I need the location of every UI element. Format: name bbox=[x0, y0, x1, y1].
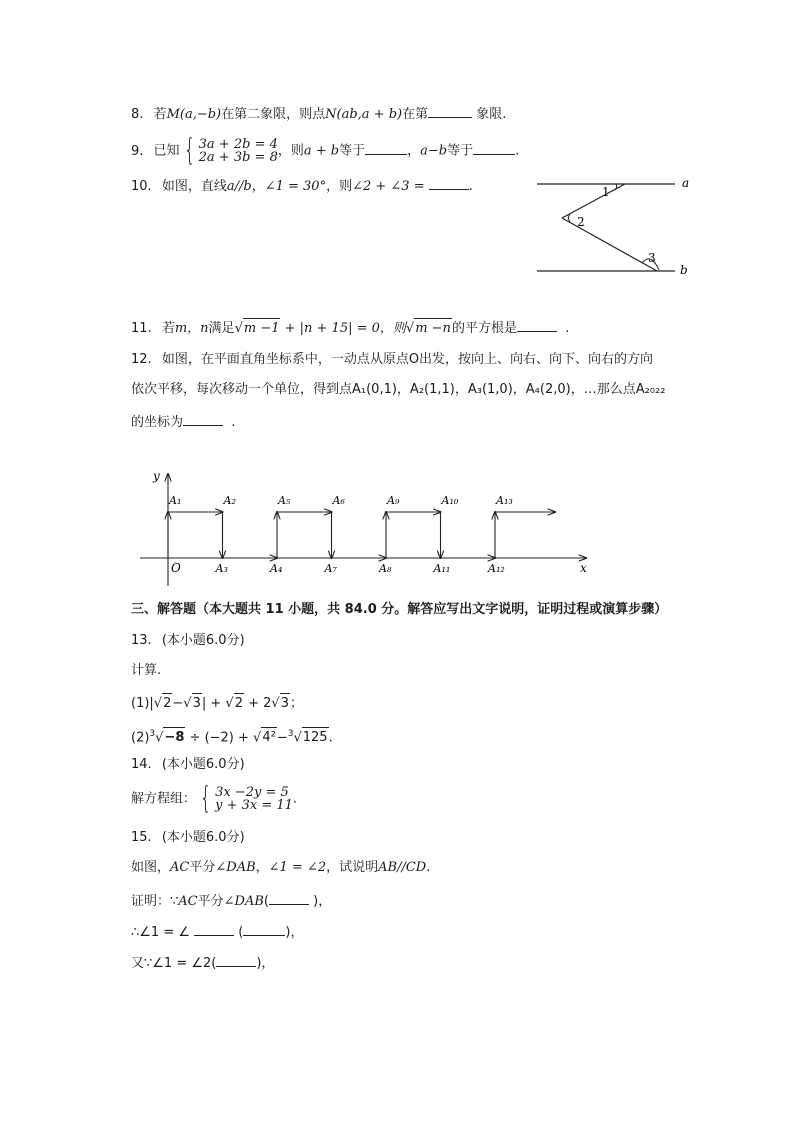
q12-text-line-3: 的坐标为 bbox=[131, 415, 184, 430]
q14-equation-system: { 3x −2y = 5 y + 3x = 11 bbox=[199, 781, 293, 816]
question-14 bbox=[131, 755, 245, 775]
question-12-line-2 bbox=[131, 380, 665, 400]
point-label: A₈ bbox=[379, 562, 392, 575]
q12-text: . bbox=[231, 415, 236, 430]
label-3: 3 bbox=[648, 251, 656, 265]
q13-p1-text: − bbox=[172, 696, 184, 711]
q10-text: 如图，直线 bbox=[161, 179, 227, 194]
q14-body bbox=[131, 781, 298, 816]
q8-text: 若 bbox=[153, 107, 167, 122]
point-label: A₃ bbox=[215, 562, 228, 575]
point-label: A₁ bbox=[169, 494, 182, 507]
radical-sign: √ bbox=[271, 696, 280, 711]
q15-proof-line-3 bbox=[131, 952, 274, 974]
point-labels bbox=[168, 494, 513, 575]
q14-end: . bbox=[292, 791, 298, 807]
q11-expr: + |n + 15| = 0，则 bbox=[280, 321, 406, 336]
q15-text: )， bbox=[313, 894, 332, 909]
q9-eq1: 3a + 2b = 4 bbox=[198, 137, 278, 152]
q13-p2-radicand: 4² bbox=[261, 727, 276, 748]
q15-math: ∠DAB bbox=[223, 894, 264, 909]
question-9 bbox=[131, 133, 520, 168]
radical-sign: √ bbox=[225, 696, 234, 711]
q9-text: 已知 bbox=[153, 143, 180, 159]
q8-answer-blank[interactable] bbox=[428, 103, 472, 118]
radical-sign: √ bbox=[153, 696, 163, 711]
q13-p2-text: (2) bbox=[131, 730, 150, 746]
q13-p1-radicand: 3 bbox=[192, 693, 202, 714]
q13-part-1 bbox=[131, 693, 303, 714]
q13-p1-text: ； bbox=[290, 696, 304, 711]
radical-sign: √ bbox=[253, 730, 262, 746]
q15-math: AB//CD bbox=[378, 860, 427, 875]
q11-number: 11. bbox=[131, 321, 152, 336]
label-1: 1 bbox=[602, 185, 610, 199]
q13-p1-text: | + bbox=[201, 696, 226, 711]
q14-number: 14. bbox=[131, 757, 152, 772]
q13-p1-radicand: 2 bbox=[162, 693, 172, 714]
q10-text: ，则 bbox=[326, 179, 353, 194]
q8-text: 象限. bbox=[476, 107, 507, 122]
q15-blank-4[interactable] bbox=[216, 952, 256, 967]
q10-parallel: a//b bbox=[226, 179, 252, 194]
q14-eq1: 3x −2y = 5 bbox=[215, 785, 289, 800]
q15-text: . bbox=[426, 860, 431, 875]
q13-part-2 bbox=[131, 724, 333, 748]
q15-text: ( bbox=[263, 894, 269, 909]
q13-p2-text: . bbox=[328, 730, 333, 746]
radical-sign: √ bbox=[155, 730, 164, 746]
point-label: A₇ bbox=[324, 562, 337, 575]
point-label: A₁₃ bbox=[496, 494, 513, 507]
q10-angle1: ∠1 = 30° bbox=[264, 179, 327, 194]
q8-point-n: N(ab,a + b) bbox=[325, 107, 403, 122]
q9-expr2: a−b bbox=[420, 143, 448, 159]
q11-text: 满足 bbox=[208, 321, 235, 336]
q9-eq2: 2a + 3b = 8 bbox=[198, 150, 278, 165]
q13-p1-radicand: 3 bbox=[280, 693, 290, 714]
q11-radicand-2: m −n bbox=[414, 318, 452, 339]
question-11 bbox=[131, 317, 569, 339]
question-10 bbox=[131, 175, 473, 197]
origin-label: O bbox=[171, 561, 181, 575]
q11-text: 的平方根是 bbox=[451, 321, 517, 336]
axis-label-x: x bbox=[580, 561, 587, 575]
q13-p2-text: ÷ (−2) + bbox=[185, 730, 254, 746]
q15-proof-line-1 bbox=[131, 890, 331, 912]
cube-root-index: 3 bbox=[149, 729, 156, 739]
q15-text: 平分 bbox=[189, 860, 216, 875]
q15-text: 又∵∠1 = ∠2( bbox=[131, 956, 217, 971]
q13-p1-radicand: 2 bbox=[234, 693, 244, 714]
q13-p2-radicand: −8 bbox=[163, 727, 185, 748]
q12-text-line-1: 如图，在平面直角坐标系中，一动点从原点O出发，按向上、向右、向下、向右的方向 bbox=[161, 352, 654, 367]
q10-figure bbox=[530, 170, 700, 282]
q9-text: . bbox=[515, 143, 520, 159]
q12-answer-blank[interactable] bbox=[183, 411, 223, 426]
q15-text: 证明：∵ bbox=[131, 894, 179, 909]
q12-number: 12. bbox=[131, 352, 152, 367]
q15-text: ( bbox=[238, 925, 244, 940]
q13-p2-text: − bbox=[276, 730, 288, 746]
q15-blank-2[interactable] bbox=[194, 921, 234, 936]
q10-number: 10. bbox=[131, 179, 152, 194]
q14-text: 解方程组： bbox=[131, 791, 197, 807]
label-b: b bbox=[680, 263, 688, 277]
q8-point-m: M(a,−b) bbox=[166, 107, 222, 122]
q13-number: 13. bbox=[131, 633, 152, 648]
angle2-arc bbox=[569, 214, 571, 222]
q9-answer-blank-2[interactable] bbox=[473, 140, 515, 155]
question-8 bbox=[131, 103, 506, 125]
axis-label-y: y bbox=[153, 469, 160, 483]
q15-blank-1[interactable] bbox=[269, 890, 309, 905]
q8-number: 8. bbox=[131, 107, 144, 122]
q15-math: AC bbox=[178, 894, 198, 909]
label-a: a bbox=[682, 176, 690, 190]
q15-number: 15. bbox=[131, 830, 152, 845]
q9-answer-blank-1[interactable] bbox=[365, 140, 407, 155]
movement-path bbox=[168, 512, 555, 558]
question-13 bbox=[131, 631, 245, 651]
q13-score: (本小题6.0分) bbox=[161, 633, 245, 648]
q15-text: 如图， bbox=[131, 860, 171, 875]
q13-title: 计算. bbox=[131, 663, 162, 678]
q10-answer-blank[interactable] bbox=[429, 175, 469, 190]
q15-text: 平分 bbox=[197, 894, 224, 909]
q15-text: ， bbox=[255, 860, 269, 875]
point-label: A₁₁ bbox=[433, 562, 451, 575]
q14-eq2: y + 3x = 11 bbox=[215, 798, 293, 813]
q15-score: (本小题6.0分) bbox=[161, 830, 245, 845]
radical-sign: √ bbox=[234, 321, 243, 336]
q9-text: ，则 bbox=[277, 143, 304, 159]
q11-text: 若 bbox=[161, 321, 175, 336]
q11-text: . bbox=[565, 321, 570, 336]
q8-text: 在第二象限，则点 bbox=[221, 107, 326, 122]
q11-radicand-1: m −1 bbox=[243, 318, 281, 339]
q9-number: 9. bbox=[131, 143, 144, 159]
point-label: A₁₀ bbox=[441, 494, 459, 507]
q9-expr1: a + b bbox=[303, 143, 340, 159]
question-12-line-3 bbox=[131, 411, 235, 433]
q11-answer-blank[interactable] bbox=[517, 317, 557, 332]
q12-figure bbox=[140, 462, 600, 592]
cube-root-index: 3 bbox=[287, 729, 294, 739]
q9-equation-system: { 3a + 2b = 4 2a + 3b = 8 bbox=[183, 133, 278, 168]
radical-sign: √ bbox=[405, 321, 415, 336]
q10-text: ， bbox=[251, 179, 265, 194]
point-label: A₄ bbox=[270, 562, 283, 575]
q15-text: )， bbox=[285, 925, 304, 940]
q15-text: ∴∠1 = ∠ bbox=[131, 925, 191, 940]
q15-statement bbox=[131, 858, 430, 878]
point-label: A₅ bbox=[278, 494, 291, 507]
point-label: A₁₂ bbox=[488, 562, 505, 575]
q13-p1-text: + 2 bbox=[243, 696, 272, 711]
q11-vars: m，n bbox=[174, 321, 209, 336]
q13-p1-text: (1)| bbox=[131, 696, 154, 711]
question-15 bbox=[131, 828, 245, 848]
q9-text: ， bbox=[407, 143, 421, 159]
point-label: A₂ bbox=[223, 494, 236, 507]
label-2: 2 bbox=[577, 215, 585, 229]
q15-text: )， bbox=[256, 956, 275, 971]
q15-text: ，试说明 bbox=[326, 860, 379, 875]
q14-score: (本小题6.0分) bbox=[161, 757, 245, 772]
q12-text-line-2: 依次平移，每次移动一个单位，得到点A₁(0,1)，A₂(1,1)，A₃(1,0)，A₄(2,0)，…那么点A₂₀₂₂ bbox=[131, 382, 666, 397]
radical-sign: √ bbox=[293, 730, 302, 746]
section-3-heading: 三、解答题（本大题共 11 小题，共 84.0 分。解答应写出文字说明，证明过程或演算步骤） bbox=[131, 602, 668, 617]
q15-math: AC bbox=[170, 860, 190, 875]
q10-expr2: ∠2 + ∠3 = bbox=[352, 179, 425, 194]
point-label: A₉ bbox=[387, 494, 400, 507]
q9-text: 等于 bbox=[339, 143, 366, 159]
q10-text: . bbox=[468, 179, 473, 194]
q15-math: ∠1 = ∠2 bbox=[268, 860, 327, 875]
q15-blank-3[interactable] bbox=[243, 921, 285, 936]
q15-proof-line-2 bbox=[131, 921, 303, 943]
radical-sign: √ bbox=[183, 696, 192, 711]
question-12-line-1 bbox=[131, 350, 653, 370]
q8-text: 在第 bbox=[402, 107, 429, 122]
point-label: A₆ bbox=[332, 494, 345, 507]
q15-math: ∠DAB bbox=[215, 860, 256, 875]
q9-text: 等于 bbox=[447, 143, 474, 159]
q13-p2-radicand: 125 bbox=[302, 727, 329, 748]
